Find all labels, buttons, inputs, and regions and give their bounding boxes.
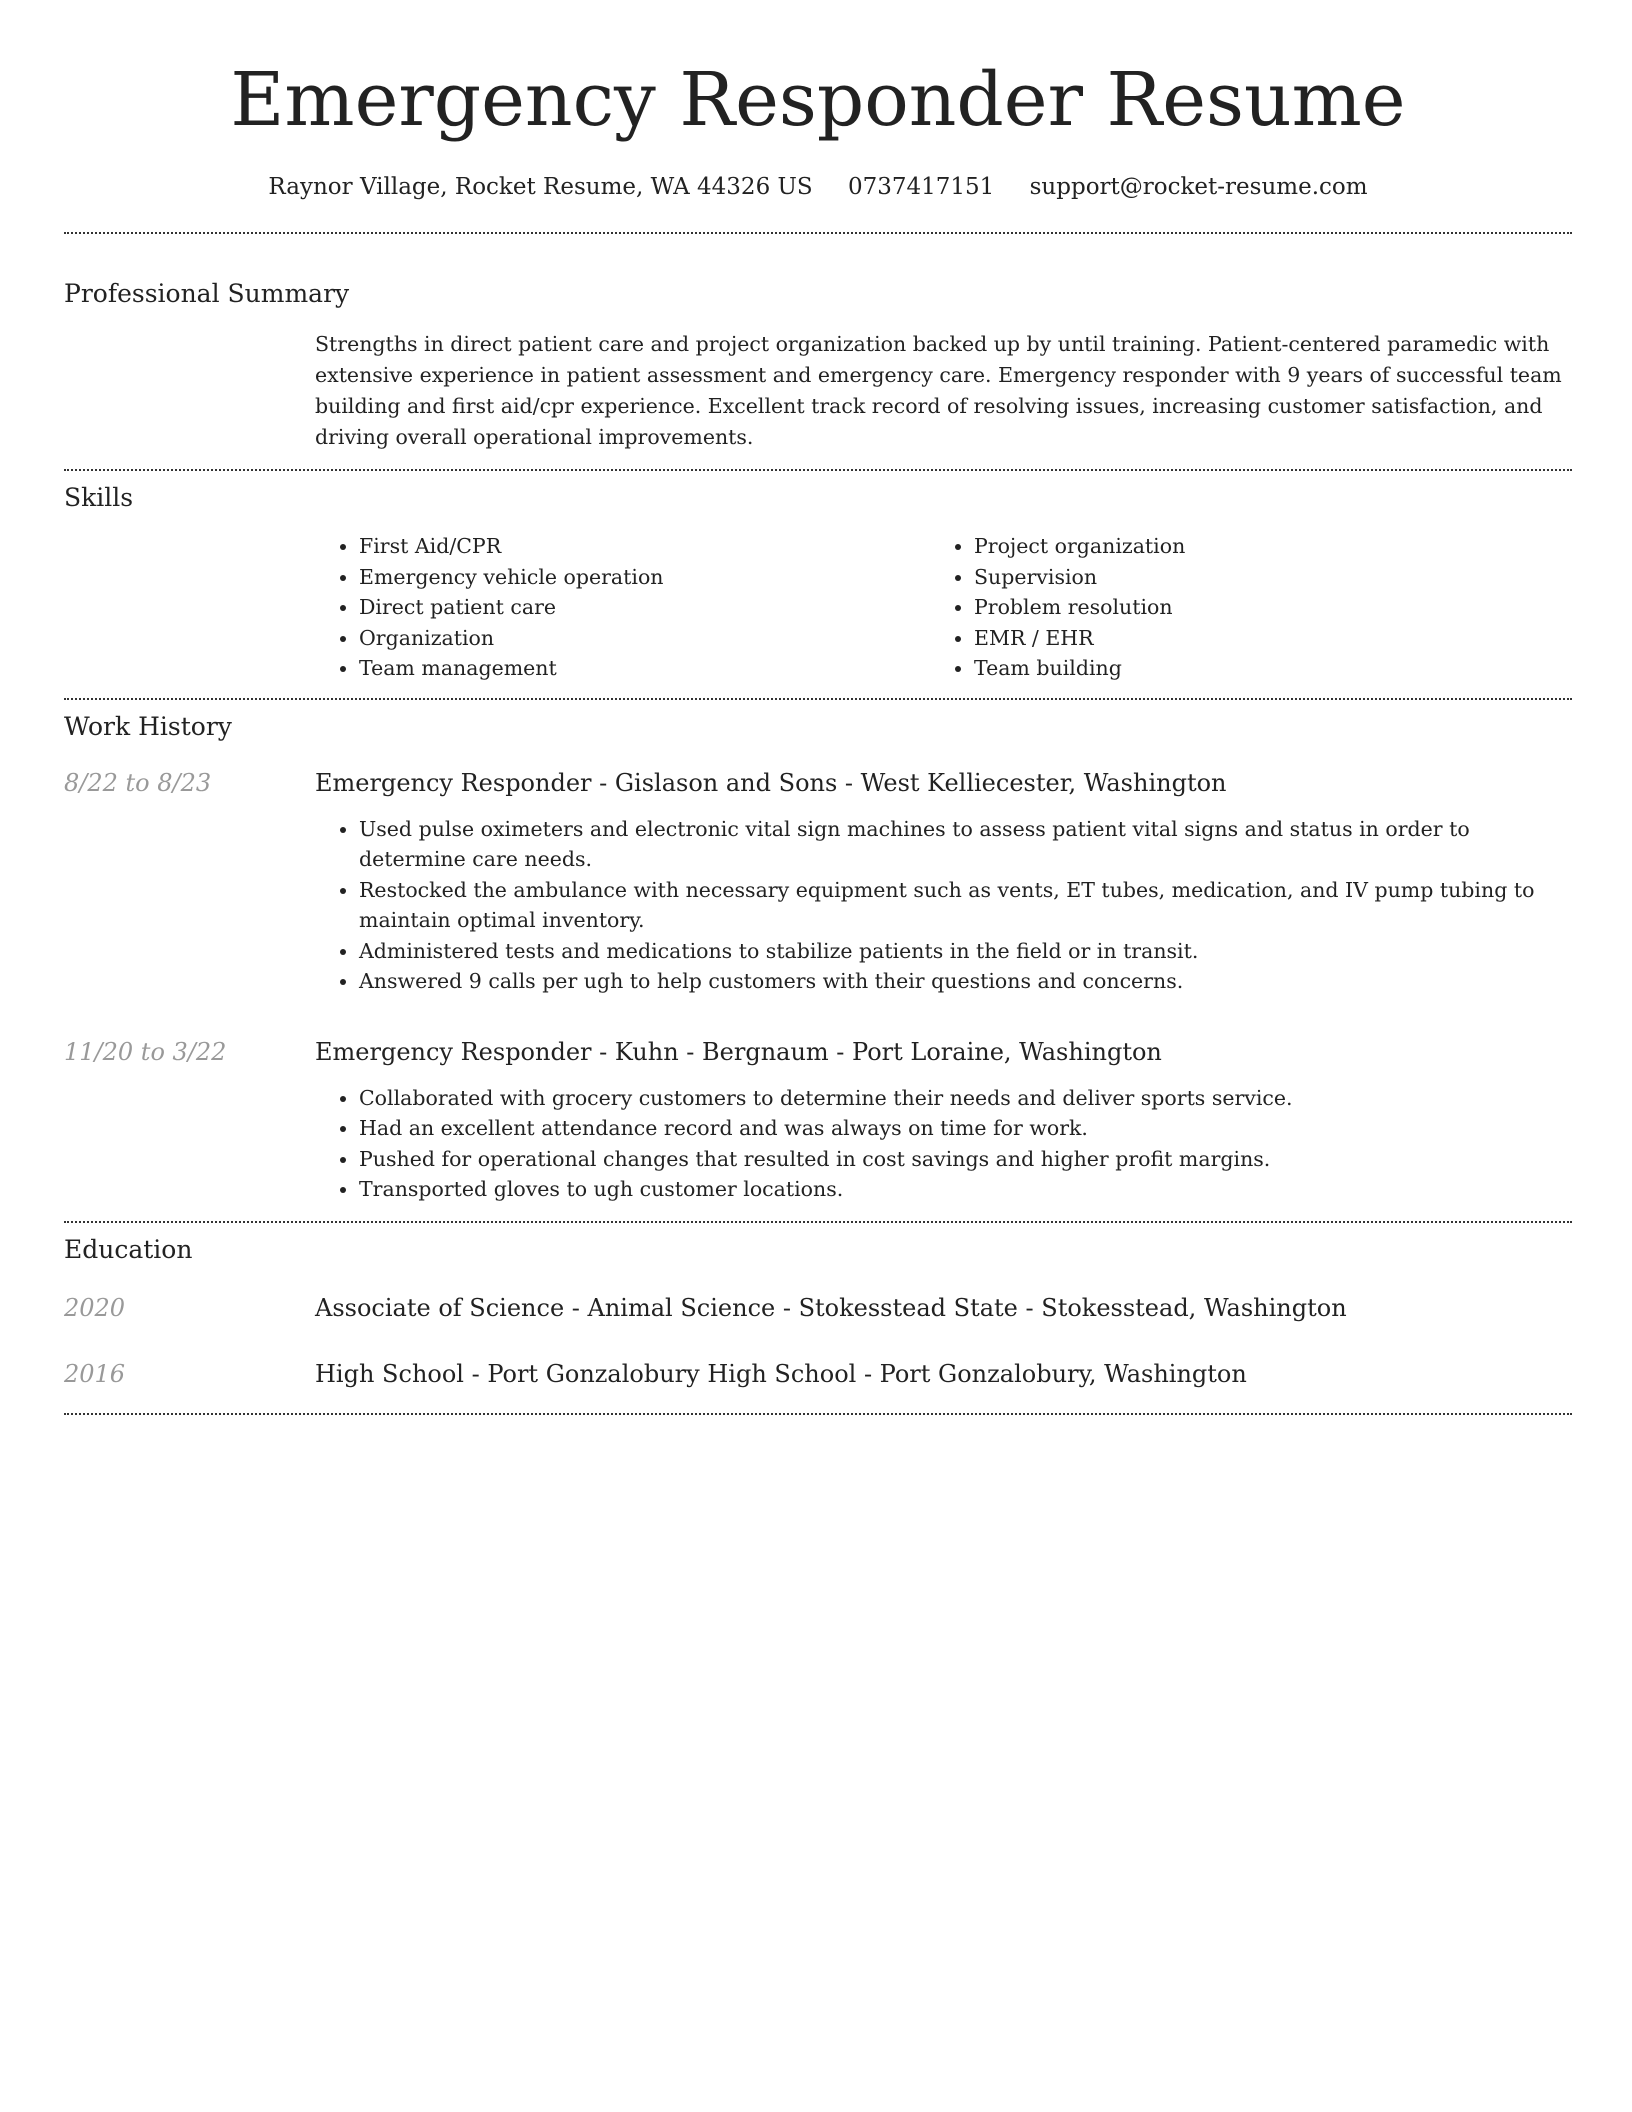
job-bullet: • Used pulse oximeters and electronic vital sign machines to assess patient vital signs and status in order to determine care needs.	[359, 814, 1572, 875]
job-entry	[64, 1035, 1572, 1205]
education-heading-line	[315, 1291, 1347, 1325]
skill-item: • Project organization	[974, 531, 1530, 562]
job-bullet: • Pushed for operational changes that resulted in cost savings and higher profit margins.	[359, 1144, 1572, 1175]
education-details: - Animal Science - Stokesstead State - Stokesstead, Washington	[564, 1293, 1347, 1322]
education-entry	[64, 1357, 1572, 1391]
education-entry	[64, 1291, 1572, 1325]
skills-list	[315, 531, 1572, 684]
education-section	[64, 1223, 1572, 1391]
skill-item: • Team management	[359, 653, 930, 684]
job-entry	[64, 766, 1572, 997]
education-heading-line	[315, 1357, 1247, 1391]
work-heading: Work History	[64, 711, 232, 741]
skill-item: • Emergency vehicle operation	[359, 562, 930, 593]
skill-item: • Supervision	[974, 562, 1530, 593]
job-heading: Emergency Responder - Kuhn - Bergnaum - Port Loraine, Washington	[315, 1037, 1162, 1066]
skills-heading: Skills	[64, 483, 134, 512]
job-bullet: • Collaborated with grocery customers to determine their needs and deliver sports service.	[359, 1083, 1572, 1114]
job-bullet: • Transported gloves to ugh customer locations.	[359, 1174, 1572, 1205]
job-dates: 11/20 to 3/22	[64, 1037, 227, 1066]
job-bullet: • Administered tests and medications to stabilize patients in the field or in transit.	[359, 936, 1572, 967]
skill-item: • Problem resolution	[974, 592, 1530, 623]
summary-heading: Professional Summary	[64, 279, 350, 308]
work-section	[64, 700, 1572, 1205]
job-body	[315, 766, 1572, 997]
skills-section	[64, 471, 1572, 684]
job-bullets	[315, 814, 1572, 997]
skill-item: • Team building	[974, 653, 1530, 684]
skills-column-right	[930, 531, 1530, 684]
contact-email: support@rocket-resume.com	[1029, 174, 1368, 200]
education-year: 2016	[64, 1359, 126, 1388]
education-heading: Education	[64, 1234, 193, 1264]
job-heading: Emergency Responder - Gislason and Sons - West Kelliecester, Washington	[315, 768, 1227, 797]
resume-title: Emergency Responder Resume	[230, 57, 1406, 143]
resume-page	[64, 0, 1572, 1415]
contact-line	[64, 170, 1572, 204]
job-bullet: • Had an excellent attendance record and was always on time for work.	[359, 1113, 1572, 1144]
skill-item: • First Aid/CPR	[359, 531, 930, 562]
job-dates: 8/22 to 8/23	[64, 768, 212, 797]
divider	[64, 1413, 1572, 1415]
skill-item: • Direct patient care	[359, 592, 930, 623]
education-degree: High School	[315, 1359, 464, 1388]
summary-section	[64, 234, 1572, 453]
job-bullet: • Restocked the ambulance with necessary equipment such as vents, ET tubes, medication, and IV pump tubing to maintain optimal inventory.	[359, 875, 1572, 936]
job-body	[315, 1035, 1572, 1205]
skills-column-left	[315, 531, 930, 684]
skill-item: • EMR / EHR	[974, 623, 1530, 654]
education-degree: Associate of Science	[315, 1293, 565, 1322]
contact-phone: 0737417151	[847, 174, 995, 200]
job-bullets	[315, 1083, 1572, 1205]
job-bullet: • Answered 9 calls per ugh to help customers with their questions and concerns.	[359, 966, 1572, 997]
education-year: 2020	[64, 1293, 126, 1322]
contact-address: Raynor Village, Rocket Resume, WA 44326 US	[268, 174, 813, 200]
summary-text: Strengths in direct patient care and project organization backed up by until training. Patient-centered paramedic with extensive experience in patient assessment and emergency care. Emergency responder with 9 years of successful team building and first aid/cpr experience. Excellent track record of resolving issues, increasing customer satisfaction, and driving overall operational improvements.	[315, 332, 1562, 449]
skill-item: • Organization	[359, 623, 930, 654]
education-details: - Port Gonzalobury High School - Port Gonzalobury, Washington	[463, 1359, 1247, 1388]
